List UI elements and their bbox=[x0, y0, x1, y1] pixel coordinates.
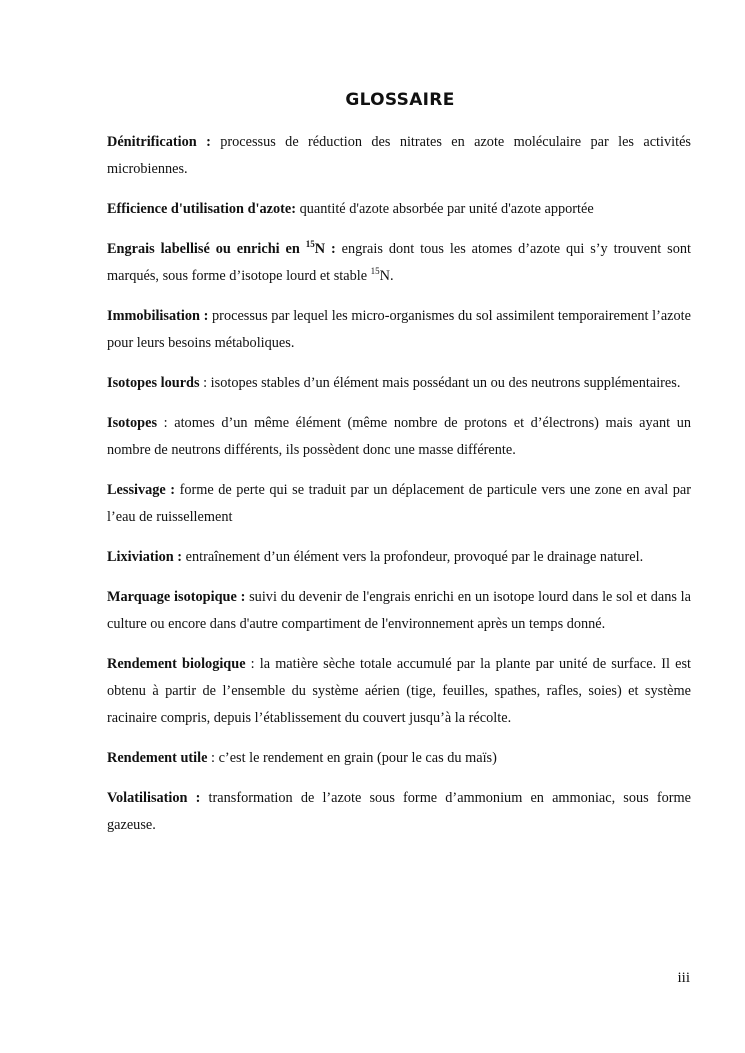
glossary-entry bbox=[107, 477, 691, 531]
glossary-term: Immobilisation : bbox=[107, 308, 209, 324]
glossary-definition: entraînement d’un élément vers la profondeur, provoqué par le drainage naturel. bbox=[182, 549, 644, 565]
glossary-entry bbox=[107, 584, 691, 638]
glossary-term-text: N : bbox=[314, 241, 336, 257]
glossary-definition: : la matière sèche totale accumulé par la plante par unité de surface. Il est obtenu à partir de l’ensemble du système aérien (tige, feuilles, spathes, rafles, soies) et système racinaire compris, depuis l’établissement du couvert jusqu’à la récolte. bbox=[107, 656, 691, 726]
glossary-entry bbox=[107, 236, 691, 290]
glossary-definition: transformation de l’azote sous forme d’ammonium en ammoniac, sous forme gazeuse. bbox=[107, 790, 691, 833]
glossary-entry bbox=[107, 370, 691, 397]
glossary-term: Dénitrification : bbox=[107, 134, 211, 150]
glossary-entry bbox=[107, 651, 691, 732]
glossary-entry bbox=[107, 196, 691, 223]
glossary-term: Isotopes lourds bbox=[107, 375, 200, 391]
glossary-entry bbox=[107, 544, 691, 571]
isotope-superscript: 15 bbox=[370, 266, 380, 277]
glossary-definition: : c’est le rendement en grain (pour le cas du maïs) bbox=[207, 750, 497, 766]
glossary-definition: processus de réduction des nitrates en azote moléculaire par les activités microbiennes. bbox=[107, 134, 691, 177]
page-number: iii bbox=[677, 970, 690, 986]
glossary-definition: suivi du devenir de l'engrais enrichi en un isotope lourd dans le sol et dans la culture ou encore dans d'autre compartiment de l'environnement après un temps donné. bbox=[107, 589, 691, 632]
glossary-entry bbox=[107, 785, 691, 839]
glossary-term: Efficience d'utilisation d'azote: bbox=[107, 201, 297, 217]
glossary-entry bbox=[107, 410, 691, 464]
glossary-term: Isotopes bbox=[107, 415, 158, 431]
page-title: GLOSSAIRE bbox=[345, 90, 455, 110]
glossary-definition: forme de perte qui se traduit par un déplacement de particule vers une zone en aval par l’eau de ruissellement bbox=[107, 482, 691, 525]
glossary-term: Volatilisation : bbox=[107, 790, 201, 806]
glossary-term: Marquage isotopique : bbox=[107, 589, 246, 605]
glossary-term: Lixiviation : bbox=[107, 549, 183, 565]
glossary-term: Rendement utile bbox=[107, 750, 208, 766]
glossary-term-text: Engrais labellisé ou enrichi en bbox=[107, 241, 306, 257]
glossary-term: Rendement biologique bbox=[107, 656, 246, 672]
glossary-list bbox=[107, 129, 691, 852]
glossary-definition: : isotopes stables d’un élément mais possédant un ou des neutrons supplémentaires. bbox=[199, 375, 681, 391]
glossary-definition: N. bbox=[379, 268, 394, 284]
glossary-definition: : atomes d’un même élément (même nombre de protons et d’électrons) mais ayant un nombre de neutrons différents, ils possèdent donc une masse différente. bbox=[107, 415, 691, 458]
glossary-definition: engrais dont tous les atomes d’azote qui s’y trouvent sont marqués, sous forme d’isotope lourd et stable bbox=[107, 241, 691, 284]
glossary-entry bbox=[107, 745, 691, 772]
glossary-term bbox=[107, 241, 336, 257]
glossary-entry bbox=[107, 303, 691, 357]
isotope-superscript: 15 bbox=[305, 239, 315, 250]
glossary-definition: processus par lequel les micro-organismes du sol assimilent temporairement l’azote pour leurs besoins métaboliques. bbox=[107, 308, 691, 351]
glossary-definition: quantité d'azote absorbée par unité d'azote apportée bbox=[296, 201, 594, 217]
glossary-entry bbox=[107, 129, 691, 183]
glossary-term: Lessivage : bbox=[107, 482, 176, 498]
